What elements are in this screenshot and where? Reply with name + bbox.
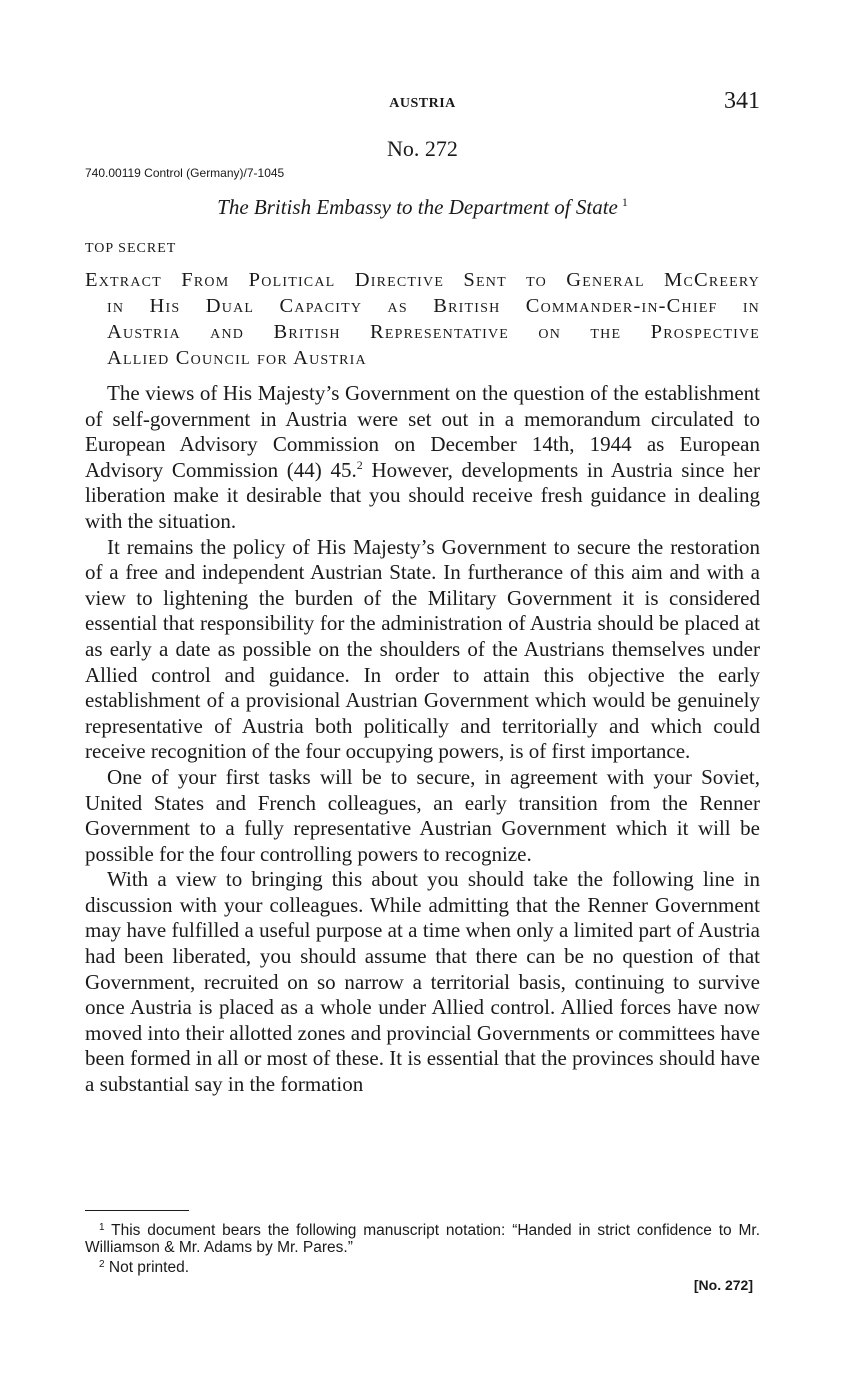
footnotes: [85, 1219, 760, 1276]
paragraph-text: The views of His Majesty’s Government on the question of the establishment of self-government in Austria were set out in a memorandum circulated to European Advisory Commission on December 14th, 1944 as European Advisory Commission (44) 45.: [85, 381, 760, 482]
footnote: [85, 1256, 760, 1276]
footnote-reference: 2: [356, 457, 363, 472]
footnote-mark: 2: [99, 1259, 105, 1270]
paragraph: [85, 381, 760, 535]
footnote-mark: 1: [99, 1222, 105, 1233]
document-footer-reference: [No. 272]: [693, 1277, 753, 1293]
subject-line: Extract From Political Directive Sent to General McCreery: [85, 269, 760, 291]
footnote-divider: [85, 1210, 189, 1211]
document-number: No. 272: [387, 136, 458, 161]
paragraph: One of your first tasks will be to secure, in agreement with your Soviet, United States and French colleagues, an early transition from the Renner Government to a fully representative Austrian Government which it will be possible for the four controlling powers to recognize.: [85, 764, 760, 866]
page-number: 341: [724, 88, 760, 114]
footnote-text: This document bears the following manuscript notation: “Handed in strict confidence to Mr. Williamson & Mr. Adams by Mr. Pares.”: [85, 1222, 761, 1256]
classification-label: TOP SECRET: [85, 241, 177, 256]
file-reference: 740.00119 Control (Germany)/7-1045: [85, 166, 285, 180]
document-heading: [85, 195, 760, 220]
paragraph: It remains the policy of His Majesty’s Government to secure the restoration of a free and independent Austrian State. In furtherance of this aim and with a view to lightening the burden of the Military Government it is considered essential that responsibility for the administration of Austria should be placed at as early a date as possible on the shoulders of the Austrians themselves under Allied control and guidance. In order to attain this objective the early establishment of a provisional Austrian Government which would be genuinely representative of Austria both politically and territorially and which could receive recognition of the four occupying powers, is of first importance.: [85, 534, 760, 764]
running-head: [85, 88, 760, 116]
footnote: [85, 1219, 760, 1256]
subject-line: Allied Council for Austria: [107, 347, 367, 369]
subject-line: Austria and British Representative on the Prospective: [107, 321, 760, 343]
body-text: [85, 381, 760, 1098]
heading-footnote-mark: 1: [621, 195, 628, 209]
subject-heading: [85, 267, 760, 371]
footnote-text: Not printed.: [108, 1259, 190, 1276]
paragraph-text: However, developments in Austria since her liberation make it desirable that you should receive fresh guidance in dealing with the situation.: [85, 457, 760, 533]
heading-text: The British Embassy to the Department of State: [217, 195, 618, 219]
subject-line: in His Dual Capacity as British Commander-in-Chief in: [107, 295, 760, 317]
paragraph: With a view to bringing this about you should take the following line in discussion with your colleagues. While admitting that the Renner Government may have fulfilled a useful purpose at a time when only a limited part of Austria had been liberated, you should assume that there can be no question of that Government, recruited on so narrow a territorial basis, continuing to survive once Austria is placed as a whole under Allied control. Allied forces have now moved into their allotted zones and provincial Governments or committees have been formed in all or most of these. It is essential that the provinces should have a substantial say in the formation: [85, 867, 760, 1097]
running-head-title: AUSTRIA: [389, 96, 456, 111]
